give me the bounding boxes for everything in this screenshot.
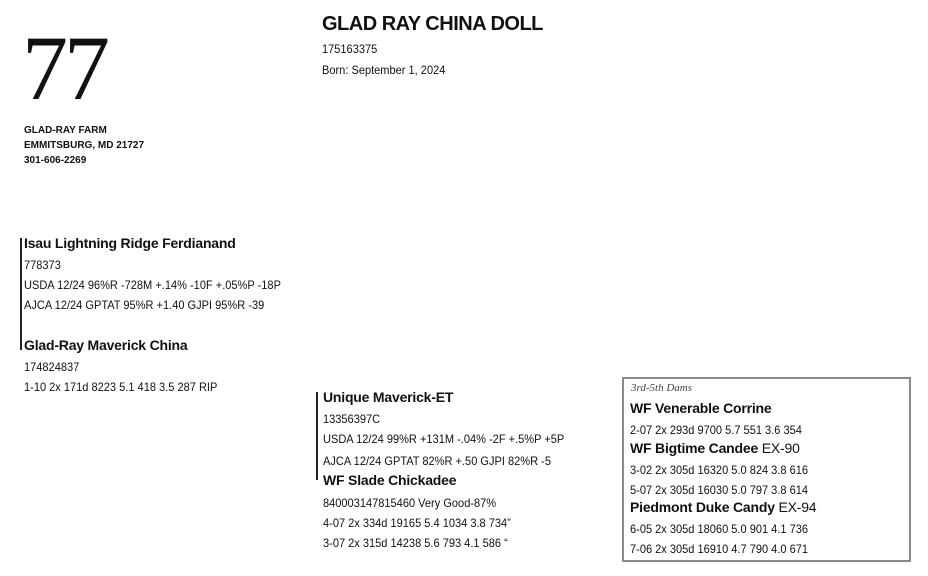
sire-usda: USDA 12/24 96%R -728M +.14% -10F +.05%P -18P xyxy=(24,278,281,292)
dam5-score: EX-94 xyxy=(774,499,817,515)
pedigree-bracket-right xyxy=(316,392,318,480)
sire-name: Isau Lightning Ridge Ferdianand xyxy=(24,235,236,251)
mgs-name: Unique Maverick-ET xyxy=(323,389,454,405)
dam3-record: 2-07 2x 293d 9700 5.7 551 3.6 354 xyxy=(630,423,802,437)
dam4-record: 3-02 2x 305d 16320 5.0 824 3.8 616 xyxy=(630,463,809,477)
animal-reg: 175163375 xyxy=(322,42,378,56)
dam3-name-text: WF Venerable Corrine xyxy=(630,400,772,416)
dam-reg: 174824837 xyxy=(24,360,80,374)
consignor-name: GLAD-RAY FARM xyxy=(24,125,107,136)
consignor-city: EMMITSBURG, MD 21727 xyxy=(24,140,145,151)
dam5-record: 7-06 2x 305d 16910 4.7 790 4.0 671 xyxy=(630,542,809,556)
mgs-usda: USDA 12/24 99%R +131M -.04% -2F +.5%P +5P xyxy=(323,432,565,446)
dam4-score: EX-90 xyxy=(758,440,800,456)
consignor-block xyxy=(24,123,144,168)
dam-record: 1-10 2x 171d 8223 5.1 418 3.5 287 RIP xyxy=(24,380,218,394)
pedigree-bracket-left xyxy=(20,238,22,350)
dam5-record: 6-05 2x 305d 18060 5.0 901 4.1 736 xyxy=(630,522,809,536)
animal-meta xyxy=(322,39,445,81)
mgs-ajca: AJCA 12/24 GPTAT 82%R +.50 GJPI 82%R -5 xyxy=(323,454,551,468)
dam5-name-text: Piedmont Duke Candy xyxy=(630,499,775,515)
dam3-name xyxy=(630,400,771,416)
mgs-reg: 13356397C xyxy=(323,412,381,426)
dam5-name xyxy=(630,499,816,515)
sire-reg: 778373 xyxy=(24,258,61,272)
animal-name: GLAD RAY CHINA DOLL xyxy=(322,13,543,35)
animal-born: Born: September 1, 2024 xyxy=(322,63,446,77)
sire-ajca: AJCA 12/24 GPTAT 95%R +1.40 GJPI 95%R -39 xyxy=(24,298,265,312)
dam4-record: 5-07 2x 305d 16030 5.0 797 3.8 614 xyxy=(630,483,809,497)
lot-number: 77 xyxy=(22,17,106,119)
consignor-phone: 301-606-2269 xyxy=(24,155,87,166)
dams-box-label: 3rd-5th Dams xyxy=(631,382,693,394)
dam-name: Glad-Ray Maverick China xyxy=(24,337,188,353)
granddam-record: 3-07 2x 315d 14238 5.6 793 4.1 586 “ xyxy=(323,536,508,550)
granddam-reg: 840003147815460 Very Good-87% xyxy=(323,496,497,510)
granddam-name: WF Slade Chickadee xyxy=(323,472,457,488)
dam4-name xyxy=(630,440,800,456)
dam4-name-text: WF Bigtime Candee xyxy=(630,440,759,456)
granddam-record: 4-07 2x 334d 19165 5.4 1034 3.8 734” xyxy=(323,516,511,530)
